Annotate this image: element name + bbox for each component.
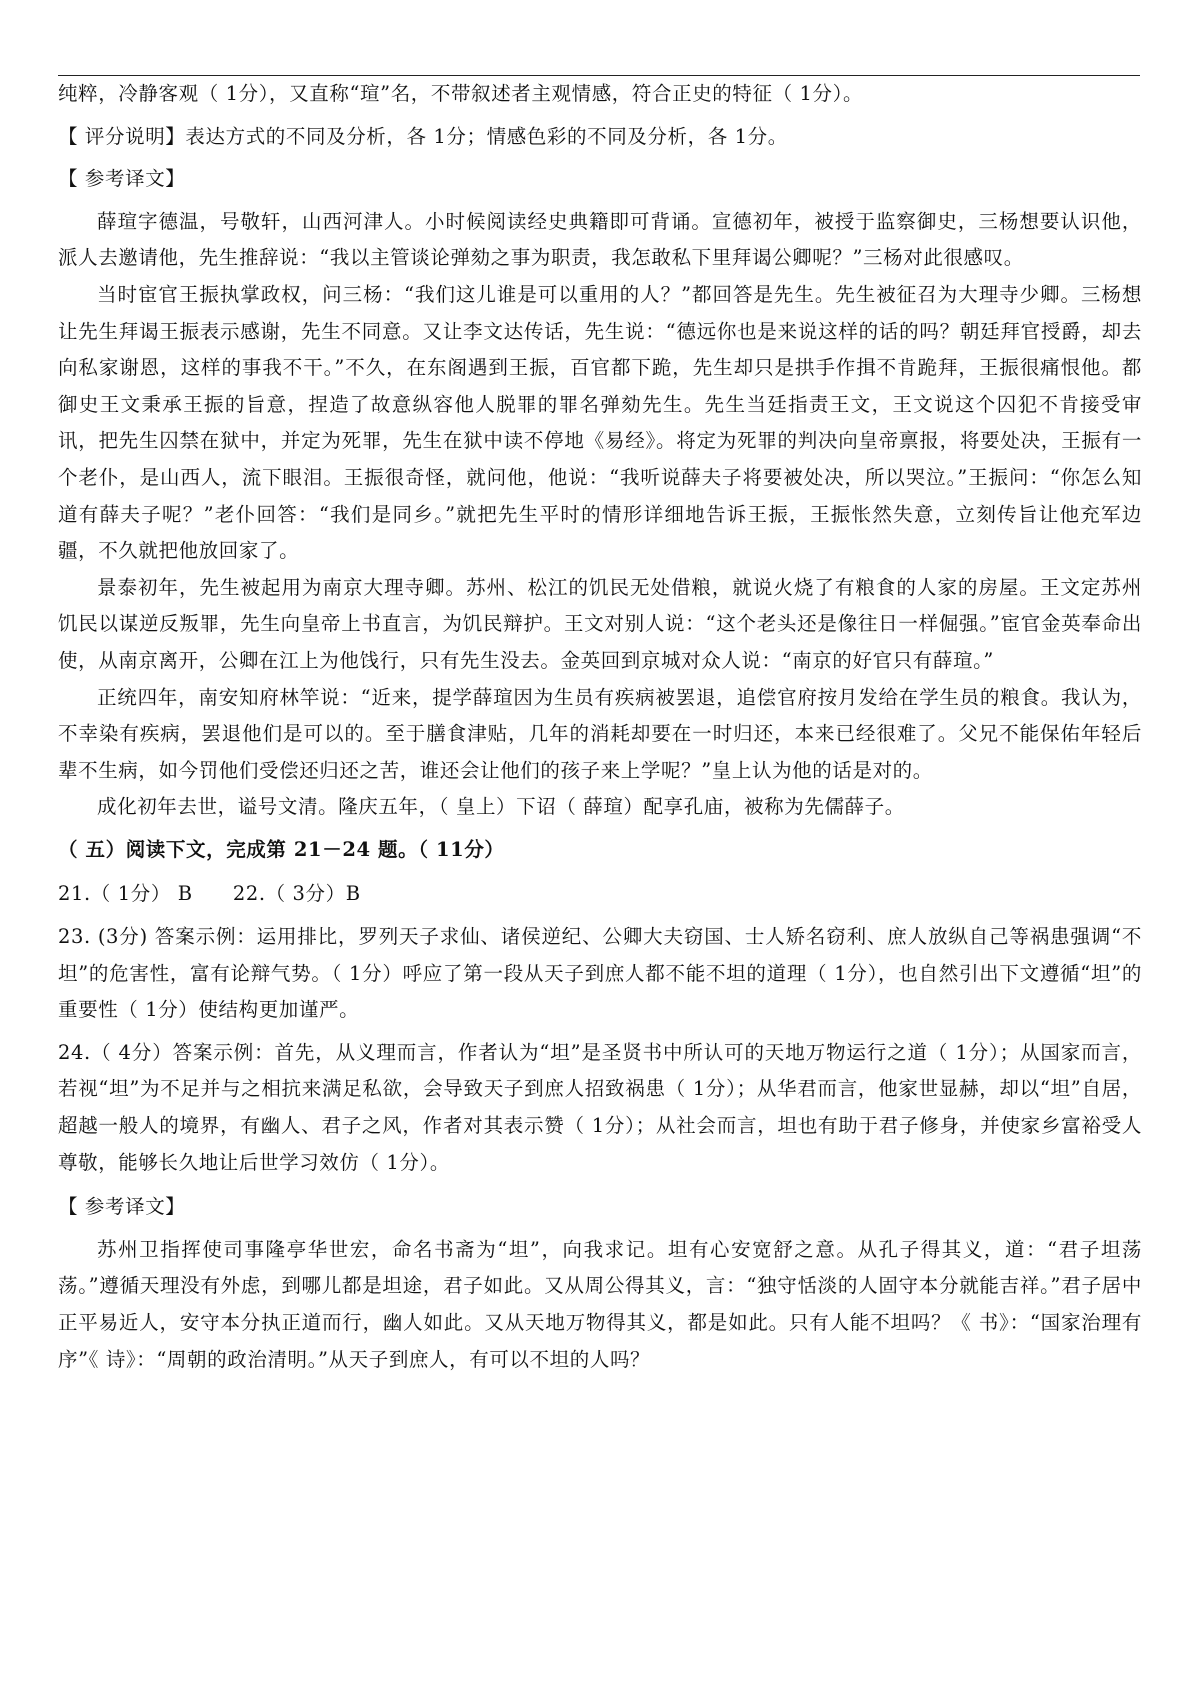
paragraph-scoring-note: 【 评分说明】表达方式的不同及分析，各 1分；情感色彩的不同及分析，各 1分。 (58, 124, 788, 148)
paragraph-answer-23: 23. (3分) 答案示例：运用排比，罗列天子求仙、诸侯逆纪、公卿大夫窃国、士人矫名窃利、庶人放纵自己等祸患强调“不坦”的危害性，富有论辩气势。（ 1分）呼应了第一段从天子到庶人都不能不坦的道理（ 1分），也自然引出下文遵循“坦”的重要性（ 1分）使结构更加谨严。 (58, 925, 1142, 1022)
paragraph-translation-5: 成化初年去世，谥号文清。隆庆五年，（ 皇上）下诏（ 薛瑄）配享孔庙，被称为先儒薛子。 (97, 795, 905, 819)
paragraph-answer-continuation: 纯粹，冷静客观（ 1分），又直称“瑄”名，不带叙述者主观情感，符合正史的特征（ 1分）。 (58, 82, 864, 105)
paragraph-translation-label: 【 参考译文】 (58, 167, 186, 191)
paragraph-answers-21-22: 21.（ 1分） B 22.（ 3分）B (58, 882, 361, 906)
paragraph-answer-24: 24.（ 4分）答案示例：首先，从义理而言，作者认为“坦”是圣贤书中所认可的天地万物运行之道（ 1分）；从国家而言，若视“坦”为不足并与之相抗来满足私欲，会导致天子到庶人招致祸患（ 1分）；从华君而言，他家世显赫，却以“坦”自居，超越一般人的境界，有幽人、君子之风，作者对其表示赞（ 1分）；从社会而言，坦也有助于君子修身，并使家乡富裕受人尊敬，能够长久地让后世学习效仿（ 1分）。 (58, 1040, 1142, 1174)
paragraph-translation-4: 正统四年，南安知府林竿说：“近来，提学薛瑄因为生员有疾病被罢退，追偿官府按月发给在学生员的粮食。我认为，不幸染有疾病，罢退他们是可以的。至于膳食津贴，几年的消耗却要在一时归还，本来已经很难了。父兄不能保佑年轻后辈不生病，如今罚他们受偿还归还之苦，谁还会让他们的孩子来上学呢？”皇上认为他的话是对的。 (58, 685, 1142, 782)
paragraph-translation-3: 景泰初年，先生被起用为南京大理寺卿。苏州、松江的饥民无处借粮，就说火烧了有粮食的人家的房屋。王文定苏州饥民以谋逆反叛罪，先生向皇帝上书直言，为饥民辩护。王文对别人说：“这个老头还是像往日一样倔强。”宦官金英奉命出使，从南京离开，公卿在江上为他饯行，只有先生没去。金英回到京城对众人说：“南京的好官只有薛瑄。” (58, 575, 1142, 672)
paragraph-translation-label-2: 【 参考译文】 (58, 1195, 186, 1219)
paragraph-translation-6: 苏州卫指挥使司事隆亭华世宏，命名书斋为“坦”，向我求记。坦有心安宽舒之意。从孔子得其义，道：“君子坦荡荡。”遵循天理没有外虑，到哪儿都是坦途，君子如此。又从周公得其义，言：“独守恬淡的人固守本分就能吉祥。”君子居中正平易近人，安守本分执正道而行，幽人如此。又从天地万物得其义，都是如此。只有人能不坦吗？《 书》：“国家治理有序”《 诗》：“周朝的政治清明。”从天子到庶人，有可以不坦的人吗？ (58, 1237, 1142, 1371)
paragraph-translation-2: 当时宦官王振执掌政权，问三杨：“我们这儿谁是可以重用的人？”都回答是先生。先生被征召为大理寺少卿。三杨想让先生拜谒王振表示感谢，先生不同意。又让李文达传话，先生说：“德远你也是来说这样的话的吗？朝廷拜官授爵，却去向私家谢恩，这样的事我不干。”不久，在东阁遇到王振，百官都下跪，先生却只是拱手作揖不肯跪拜，王振很痛恨他。都御史王文秉承王振的旨意，捏造了故意纵容他人脱罪的罪名弹劾先生。先生当廷指责王文，王文说这个囚犯不肯接受审讯，把先生囚禁在狱中，并定为死罪，先生在狱中读不停地《易经》。将定为死罪的判决向皇帝禀报，将要处决，王振有一个老仆，是山西人，流下眼泪。王振很奇怪，就问他，他说：“我听说薛夫子将要被处决，所以哭泣。”王振问：“你怎么知道有薛夫子呢？”老仆回答：“我们是同乡。”就把先生平时的情形详细地告诉王振，王振怅然失意，立刻传旨让他充军边疆，不久就把他放回家了。 (58, 282, 1142, 563)
document-body (58, 76, 1142, 1378)
section-heading-five: （ 五）阅读下文，完成第 21－24 题。（ 11分） (58, 837, 505, 861)
paragraph-translation-1: 薛瑄字德温，号敬轩，山西河津人。小时候阅读经史典籍即可背诵。宣德初年，被授于监察御史，三杨想要认识他，派人去邀请他，先生推辞说：“我以主管谈论弹劾之事为职责，我怎敢私下里拜谒公卿呢？”三杨对此很感叹。 (58, 209, 1142, 270)
